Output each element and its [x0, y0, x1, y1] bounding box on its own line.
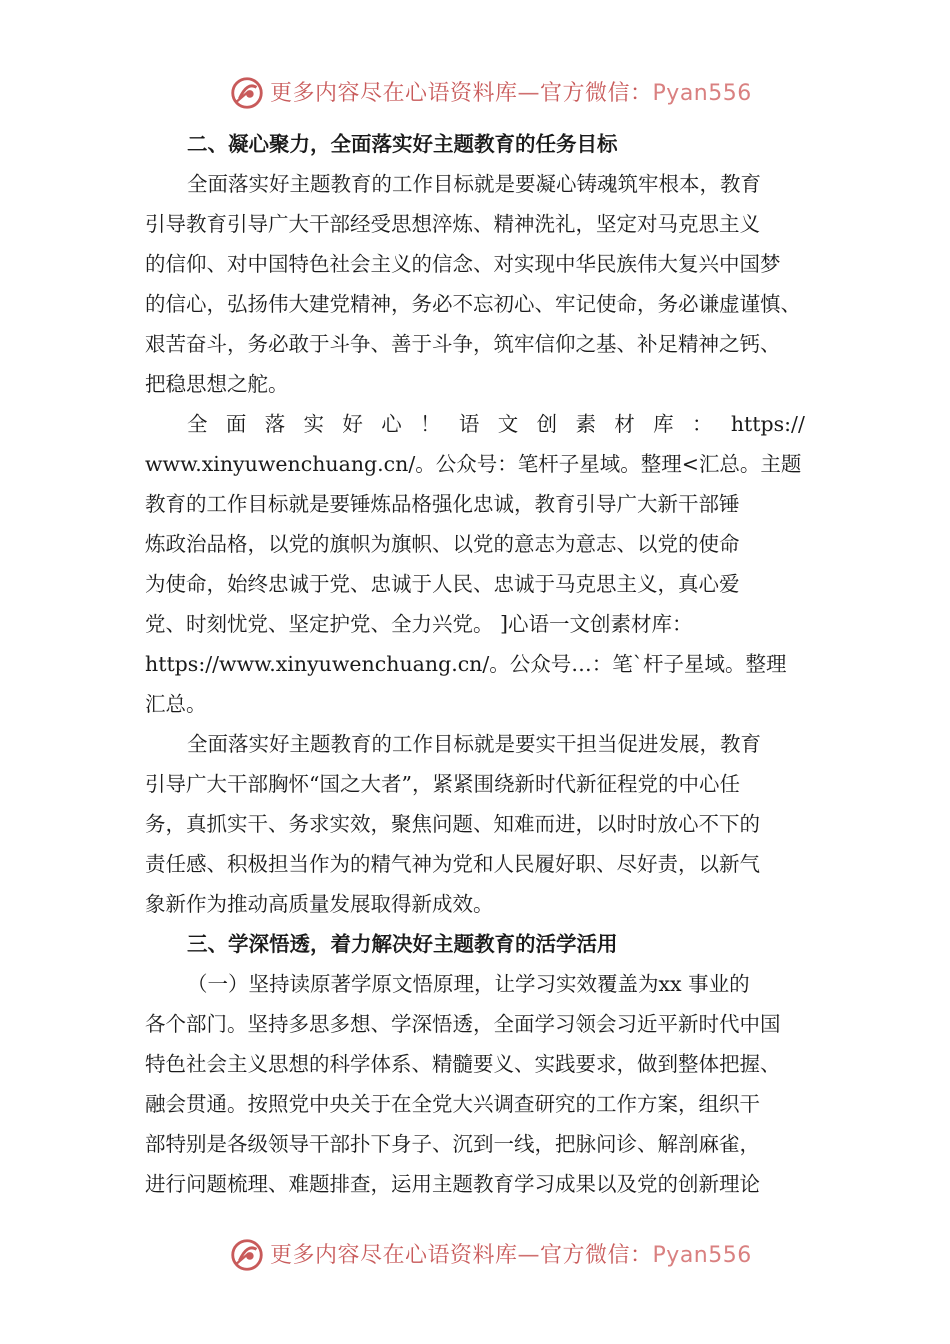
p2-token: 库: [653, 412, 674, 436]
p3-line: 务，真抓实干、务求实效，聚焦问题、知难而进，以时时放心不下的: [145, 812, 760, 836]
p4-line: （一）坚持读原著学原文悟原理，让学习实效覆盖为xx 事业的: [187, 972, 750, 996]
p2-line: www.xinyuwenchuang.cn/。公众号：笔杆子星域。整理<汇总。主题: [145, 452, 802, 476]
p3-line: 象新作为推动高质量发展取得新成效。: [145, 892, 494, 916]
banner-text: [270, 1238, 752, 1269]
section-heading-3: 三、学深悟透，着力解决好主题教育的活学活用: [187, 932, 618, 956]
p2-line: 为使命，始终忠诚于党、忠诚于人民、忠诚于马克思主义，真心爱: [145, 572, 740, 596]
p2-token: ：: [691, 412, 713, 436]
p3-line: 全面落实好主题教育的工作目标就是要实干担当促进发展，教育: [187, 732, 761, 756]
p2-url-fragment: https://: [730, 412, 805, 436]
p2-token: 好: [342, 412, 363, 436]
p3-line: 责任感、积极担当作为的精气神为党和人民履好职、尽好责，以新气: [145, 852, 760, 876]
banner-text: [270, 76, 752, 107]
p2-token: 全: [187, 412, 208, 436]
p1-line: 全面落实好主题教育的工作目标就是要凝心铸魂筑牢根本，教育: [187, 172, 761, 196]
p2-token: ！: [420, 412, 441, 436]
contact-label: 官方微信：: [540, 81, 653, 106]
p2-token: 素: [575, 412, 596, 436]
p2-first-line: [145, 404, 805, 444]
p1-line: 引导教育引导广大干部经受思想淬炼、精神洗礼，坚定对马克思主义: [145, 212, 760, 236]
brand-logo-icon: [228, 74, 266, 112]
p3-line: 引导广大干部胸怀“国之大者”，紧紧围绕新时代新征程党的中心任: [145, 772, 740, 796]
p2-token: 创: [536, 412, 558, 436]
wechat-handle: Pyan556: [652, 81, 752, 106]
brand-text: 更多内容尽在心语资料库: [270, 81, 518, 106]
banner-dash: —: [517, 1243, 541, 1268]
p2-line: 汇总。: [145, 692, 207, 716]
p2-token: 材: [614, 412, 635, 436]
section-heading-2: 二、凝心聚力，全面落实好主题教育的任务目标: [187, 132, 618, 156]
contact-label: 官方微信：: [540, 1243, 653, 1268]
document-body: [145, 124, 805, 1204]
p2-token: 语: [458, 412, 480, 436]
p4-line: 进行问题梳理、难题排查，运用主题教育学习成果以及党的创新理论: [145, 1172, 760, 1196]
p2-line: https://www.xinyuwenchuang.cn/。公众号…：笔`杆子星域。整理: [145, 652, 787, 676]
p2-token: 文: [497, 412, 519, 436]
p2-token: 面: [225, 412, 247, 436]
footer-banner: [0, 1232, 950, 1276]
p2-line: 教育的工作目标就是要锤炼品格强化忠诚，教育引导广大新干部锤: [145, 492, 740, 516]
wechat-handle: Pyan556: [652, 1243, 752, 1268]
p1-line: 艰苦奋斗，务必敢于斗争、善于斗争，筑牢信仰之基、补足精神之钙、: [145, 332, 781, 356]
p2-line: 党、时刻忧党、坚定护党、全力兴党。 ]心语一文创素材库：: [145, 612, 693, 636]
p2-token: 实: [303, 412, 325, 436]
p1-line: 的信仰、对中国特色社会主义的信念、对实现中华民族伟大复兴中国梦: [145, 252, 781, 276]
p4-line: 特色社会主义思想的科学体系、精髓要义、实践要求，做到整体把握、: [145, 1052, 781, 1076]
p4-line: 各个部门。坚持多思多想、学深悟透，全面学习领会习近平新时代中国: [145, 1012, 781, 1036]
p2-token: 落: [264, 412, 286, 436]
p4-line: 融会贯通。按照党中央关于在全党大兴调查研究的工作方案，组织干: [145, 1092, 760, 1116]
p1-line: 的信心，弘扬伟大建党精神，务必不忘初心、牢记使命，务必谦虚谨慎、: [145, 292, 801, 316]
p1-line: 把稳思想之舵。: [145, 372, 289, 396]
brand-text: 更多内容尽在心语资料库: [270, 1243, 518, 1268]
header-banner: [0, 70, 950, 114]
p4-line: 部特别是各级领导干部扑下身子、沉到一线，把脉问诊、解剖麻雀，: [145, 1132, 760, 1156]
brand-logo-icon: [228, 1236, 266, 1274]
banner-dash: —: [517, 81, 541, 106]
p2-line: 炼政治品格，以党的旗帜为旗帜、以党的意志为意志、以党的使命: [145, 532, 740, 556]
p2-token: 心: [381, 412, 402, 436]
